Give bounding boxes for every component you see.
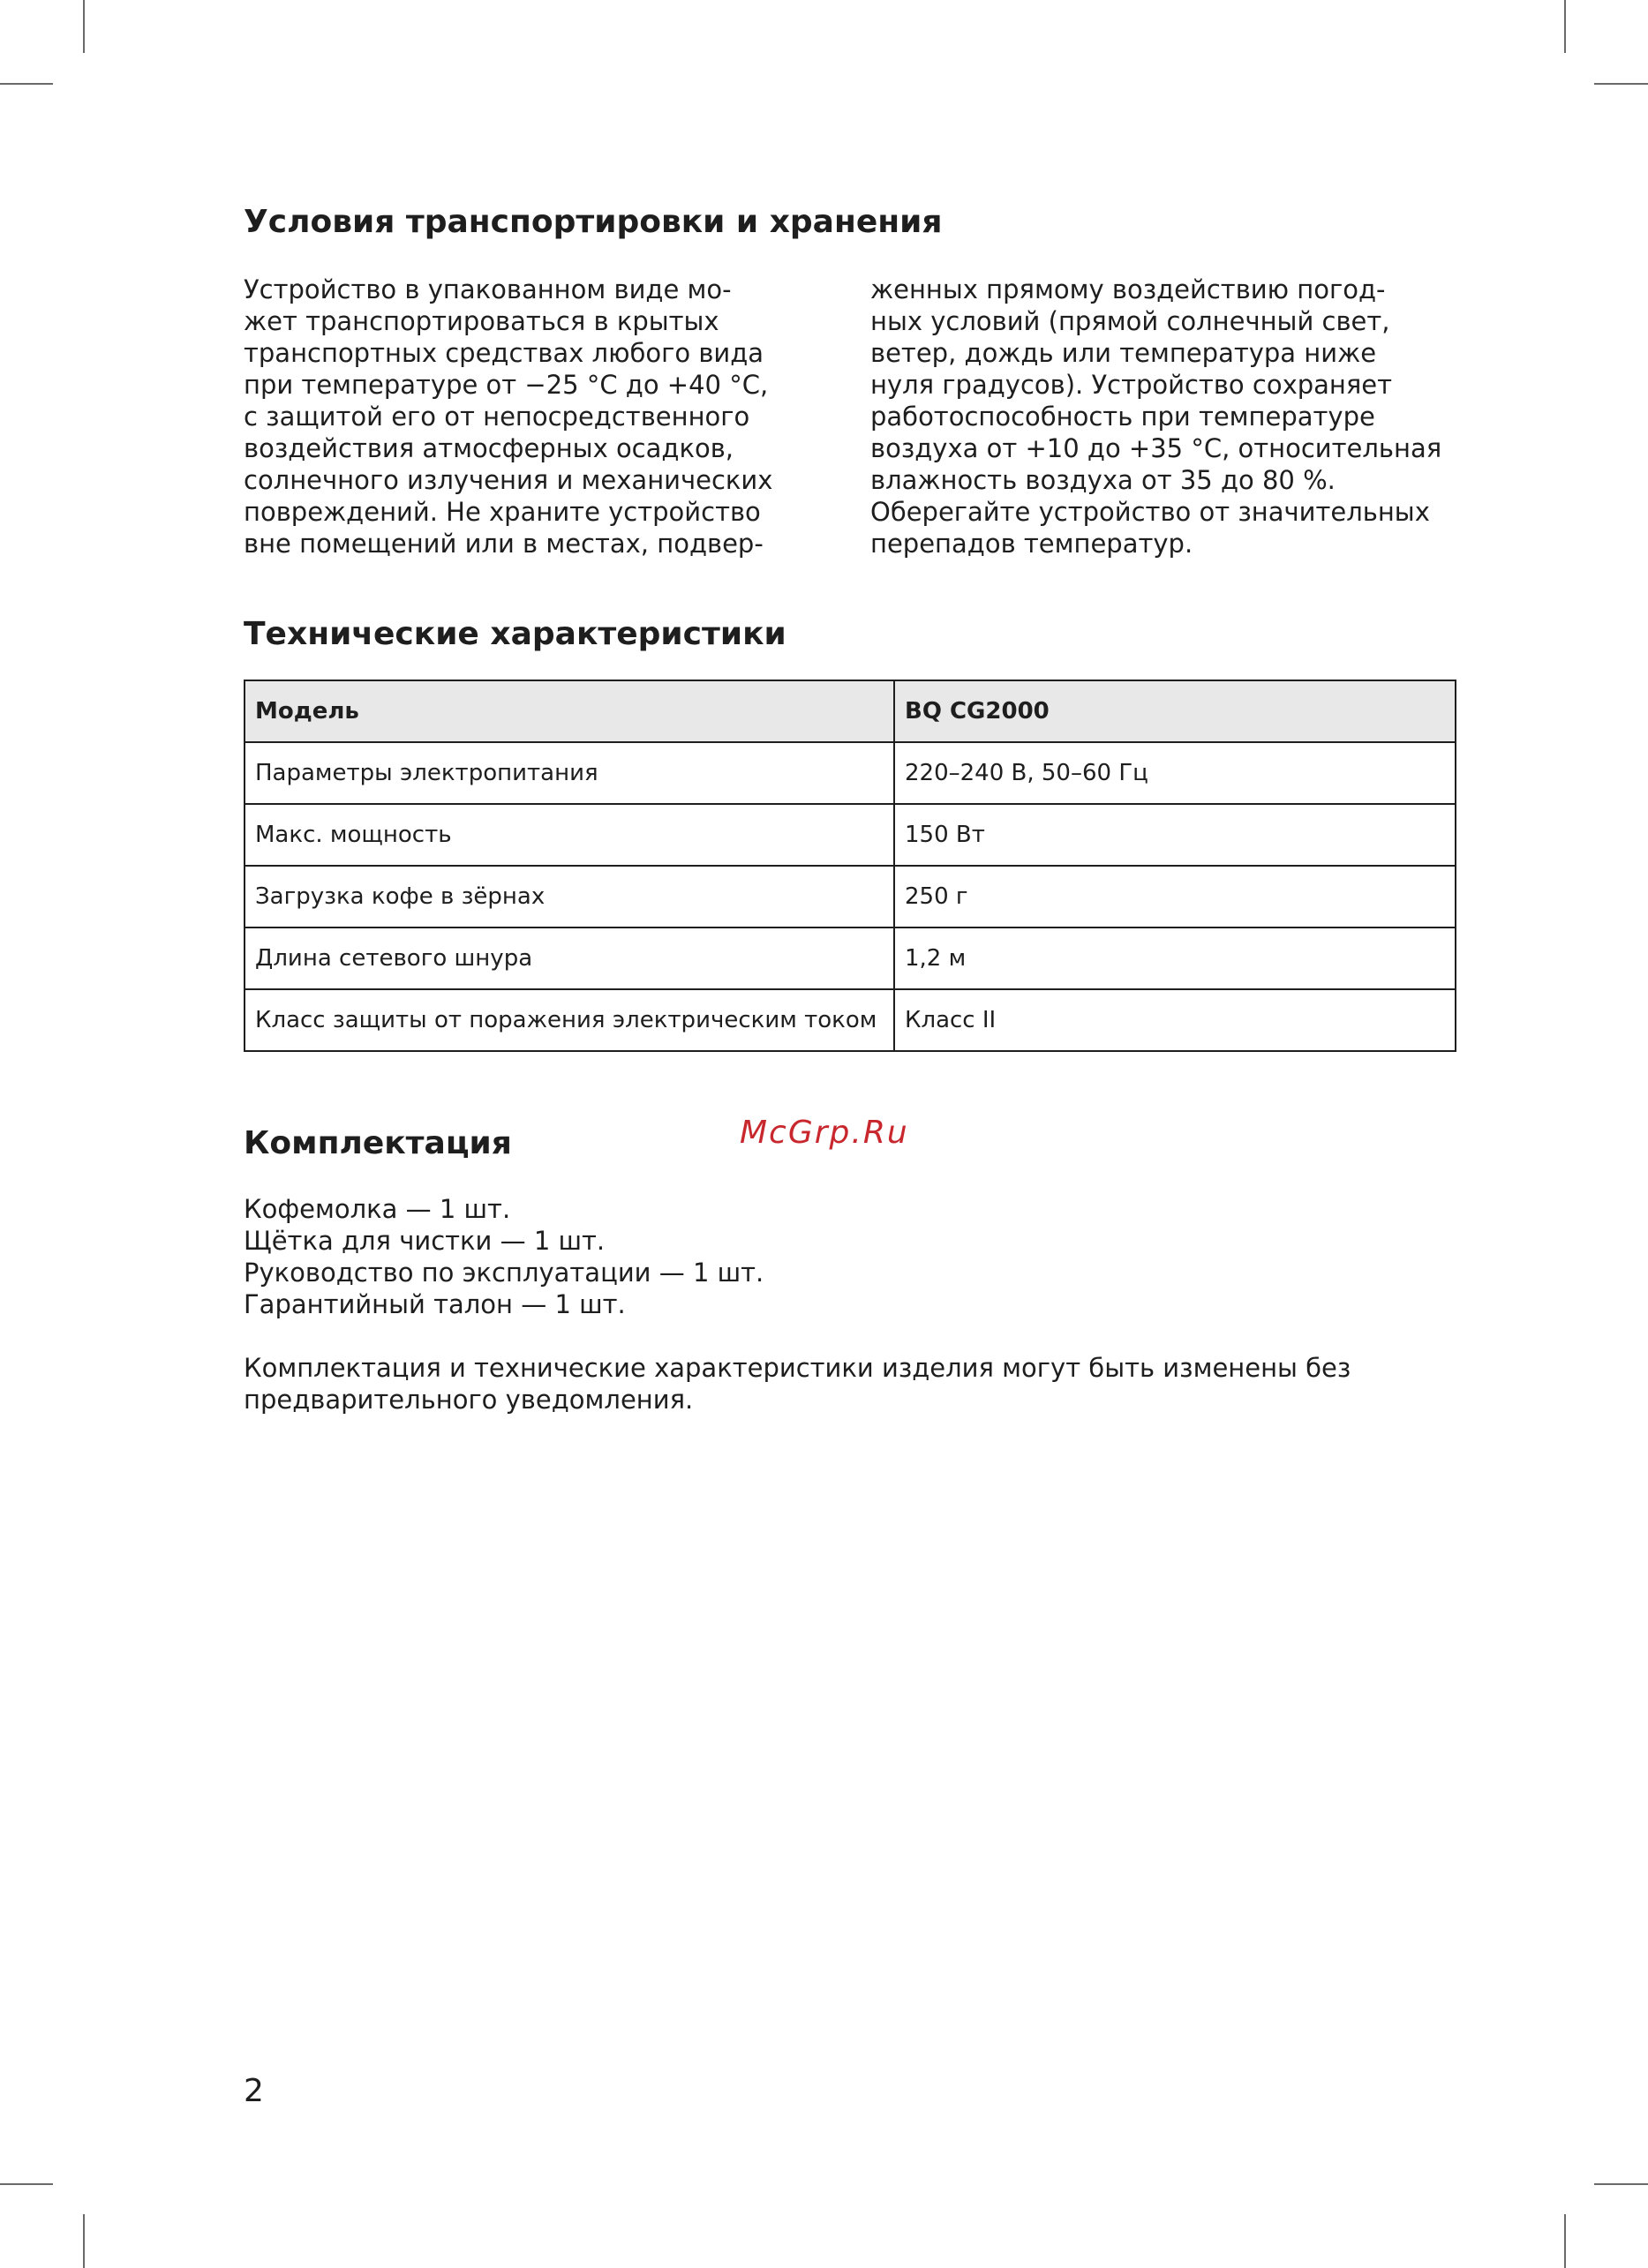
specs-section-title: Технические характеристики xyxy=(244,616,786,652)
list-item: Щётка для чистки — 1 шт. xyxy=(244,1226,606,1256)
text-line: воздействия атмосферных осадков, xyxy=(244,433,734,463)
kit-note xyxy=(244,1352,1351,1416)
text-line: предварительного уведомления. xyxy=(244,1385,694,1415)
table-row xyxy=(245,804,1456,866)
crop-mark-top-left-horizontal xyxy=(0,83,53,85)
text-line: Комплектация и технические характеристики изделия могут быть изменены без xyxy=(244,1353,1351,1383)
table-row xyxy=(245,866,1456,927)
table-cell-label: Длина сетевого шнура xyxy=(245,927,894,989)
kit-section-title: Комплектация xyxy=(244,1125,512,1161)
table-cell-value: 250 г xyxy=(894,866,1456,927)
storage-text-column-1 xyxy=(244,274,772,559)
text-line: ветер, дождь или температура ниже xyxy=(870,338,1377,368)
text-line: при температуре от −25 °C до +40 °C, xyxy=(244,370,769,400)
table-cell-label: Загрузка кофе в зёрнах xyxy=(245,866,894,927)
table-cell-label: Класс защиты от поражения электрическим током xyxy=(245,989,894,1051)
crop-mark-top-right-vertical xyxy=(1564,0,1566,53)
page-number: 2 xyxy=(244,2073,264,2109)
crop-mark-bottom-left-horizontal xyxy=(0,2183,53,2185)
table-header-row xyxy=(245,680,1456,742)
crop-mark-top-right-horizontal xyxy=(1594,83,1648,85)
storage-section-title: Условия транспортировки и хранения xyxy=(244,204,943,240)
text-line: влажность воздуха от 35 до 80 %. xyxy=(870,465,1336,495)
kit-items-list xyxy=(244,1193,764,1320)
text-line: ных условий (прямой солнечный свет, xyxy=(870,306,1390,336)
table-cell-value: Класс II xyxy=(894,989,1456,1051)
text-line: работоспособность при температуре xyxy=(870,402,1375,432)
table-cell-value: BQ CG2000 xyxy=(894,680,1456,742)
text-line: женных прямому воздействию погод- xyxy=(870,274,1386,304)
text-line: нуля градусов). Устройство сохраняет xyxy=(870,370,1393,400)
table-row xyxy=(245,742,1456,804)
list-item: Руководство по эксплуатации — 1 шт. xyxy=(244,1258,764,1288)
text-line: Устройство в упакованном виде мо- xyxy=(244,274,732,304)
text-line: с защитой его от непосредственного xyxy=(244,402,750,432)
text-line: солнечного излучения и механических xyxy=(244,465,773,495)
text-line: воздуха от +10 до +35 °C, относительная xyxy=(870,433,1442,463)
text-line: Оберегайте устройство от значительных xyxy=(870,497,1430,527)
text-line: жет транспортироваться в крытых xyxy=(244,306,719,336)
text-line: транспортных средствах любого вида xyxy=(244,338,764,368)
text-line: перепадов температур. xyxy=(870,529,1193,559)
table-cell-value: 1,2 м xyxy=(894,927,1456,989)
specs-table xyxy=(244,680,1456,1052)
table-cell-value: 150 Вт xyxy=(894,804,1456,866)
crop-mark-top-left-vertical xyxy=(83,0,85,53)
crop-mark-bottom-left-vertical xyxy=(83,2214,85,2268)
crop-mark-bottom-right-vertical xyxy=(1564,2214,1566,2268)
table-row xyxy=(245,927,1456,989)
text-line: вне помещений или в местах, подвер- xyxy=(244,529,764,559)
text-line: повреждений. Не храните устройство xyxy=(244,497,761,527)
table-cell-label: Параметры электропитания xyxy=(245,742,894,804)
list-item: Кофемолка — 1 шт. xyxy=(244,1194,511,1224)
list-item: Гарантийный талон — 1 шт. xyxy=(244,1289,626,1319)
table-cell-value: 220–240 В, 50–60 Гц xyxy=(894,742,1456,804)
table-cell-label: Модель xyxy=(245,680,894,742)
storage-text-column-2 xyxy=(870,274,1441,559)
table-cell-label: Макс. мощность xyxy=(245,804,894,866)
watermark-text: McGrp.Ru xyxy=(740,1115,909,1151)
table-row xyxy=(245,989,1456,1051)
crop-mark-bottom-right-horizontal xyxy=(1594,2183,1648,2185)
